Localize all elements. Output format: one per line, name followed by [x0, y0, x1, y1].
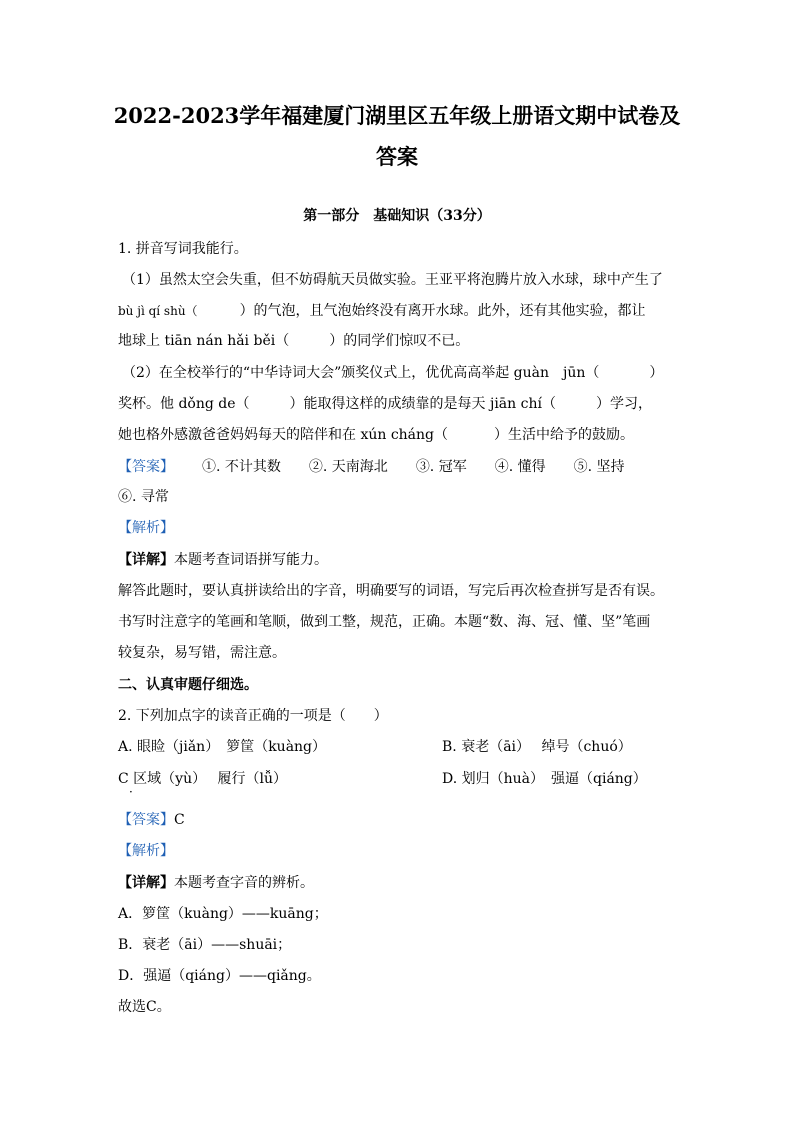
q2-option-a: A. 眼睑（jiǎn） 箩筐（kuàng） [118, 739, 327, 755]
q2-answer-line [118, 810, 185, 830]
emphasis-dot: · [129, 785, 133, 799]
analysis-tag: 【解析】 [118, 520, 174, 536]
q2-conclusion: 故选C。 [118, 999, 171, 1015]
answer-tag: 【答案】 [118, 812, 174, 828]
q2-option-c: C 区域（yù） 履行（lǚ） [118, 771, 288, 787]
q2-line-d: D．强逼（qiáng）——qiǎng。 [118, 968, 321, 984]
answer-5: ⑤. 坚持 [573, 459, 625, 475]
q1-p2-line1: （2）在全校举行的“中华诗词大会”颁奖仪式上，优优高高举起 guàn jūn（ ） [122, 365, 664, 381]
q2-line-b: B．衰老（āi）——shuāi； [118, 937, 292, 953]
q1-p2-line3: 她也格外感激爸爸妈妈每天的陪伴和在 xún cháng（ ）生活中给予的鼓励。 [118, 427, 635, 443]
answer-tag: 【答案】 [118, 459, 174, 475]
q1-p1-line3: 地球上 tiān nán hǎi běi（ ）的同学们惊叹不已。 [118, 333, 470, 349]
q1-answer-line [118, 457, 625, 477]
section2-title: 二、认真审题仔细选。 [118, 677, 258, 693]
q2-line-a: A．箩筐（kuàng）——kuāng； [118, 906, 328, 922]
analysis-tag: 【解析】 [118, 843, 174, 859]
q2-detail: 【详解】本题考查字音的辨析。 [118, 875, 314, 891]
answer-2: ②. 天南海北 [308, 459, 388, 475]
answer-4: ④. 懂得 [494, 459, 546, 475]
document-title-line1: 2022-2023学年福建厦门湖里区五年级上册语文期中试卷及 [113, 103, 681, 128]
q1-explanation-2: 书写时注意字的笔画和笔顺，做到工整，规范，正确。本题“数、海、冠、懂、坚”笔画 [118, 614, 651, 630]
q1-p2-line2: 奖杯。他 dǒng de（ ）能取得这样的成绩靠的是每天 jiān chí（ ）学习， [118, 396, 652, 412]
q2-answer: C [174, 812, 185, 828]
q1-explanation-3: 较复杂，易写错，需注意。 [118, 645, 286, 661]
q1-p1-line1: （1）虽然太空会失重，但不妨碍航天员做实验。王亚平将泡腾片放入水球，球中产生了 [122, 272, 663, 288]
detail-tag: 【详解】 [118, 875, 174, 891]
answer-3: ③. 冠军 [415, 459, 467, 475]
answer-1: ①. 不计其数 [202, 459, 281, 475]
q1-detail: 【详解】本题考查词语拼写能力。 [118, 552, 328, 568]
pinyin-buji: bù jì qí shù（ [118, 304, 198, 318]
q1-explanation-1: 解答此题时，要认真拼读给出的字音，明确要写的词语，写完后再次检查拼写是否有误。 [118, 583, 664, 599]
section-title: 第一部分 基础知识（33分） [303, 208, 491, 224]
q2-option-b: B. 衰老（āi） 绰号（chuó） [442, 739, 632, 755]
document-title-line2: 答案 [376, 144, 418, 169]
q2-stem: 2. 下列加点字的读音正确的一项是（ ） [118, 708, 388, 724]
q1-stem: 1. 拼音写词我能行。 [118, 241, 248, 257]
q2-option-d: D. 划归（huà） 强逼（qiáng） [442, 771, 647, 787]
detail-tag: 【详解】 [118, 552, 174, 568]
answer-6: ⑥. 寻常 [118, 489, 169, 505]
q1-p1-line2: bù jì qí shù（ ）的气泡，且气泡始终没有离开水球。此外，还有其他实验，都让 [118, 303, 646, 319]
